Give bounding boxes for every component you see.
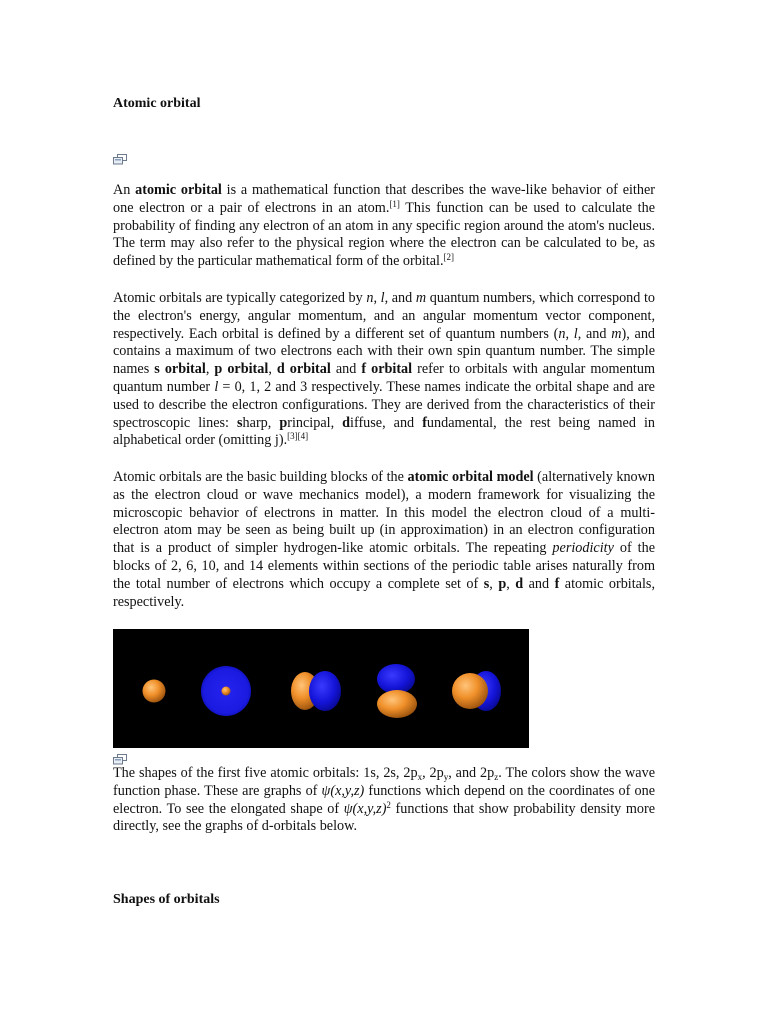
text: , <box>565 325 574 342</box>
text: , <box>506 575 516 592</box>
term-atomic-orbital: atomic orbital <box>135 182 222 198</box>
psi-function: ψ(x,y,z) <box>321 782 365 799</box>
reference-link[interactable]: [1] <box>389 198 400 209</box>
psi-function: ψ(x,y,z) <box>343 800 387 817</box>
subscript-y: y <box>443 772 449 782</box>
reference-link[interactable]: [3][4] <box>287 431 309 442</box>
text: rincipal, <box>287 414 343 431</box>
reference-link[interactable]: [2] <box>443 252 455 263</box>
text: The shapes of the first five atomic orbitals: 1s, 2s, 2p <box>113 765 418 781</box>
text: , <box>373 290 381 306</box>
var-m: m <box>415 290 427 306</box>
orbital-2pz <box>452 671 501 711</box>
text: and <box>523 575 555 592</box>
term-p-orbital: p orbital <box>214 361 269 378</box>
term-periodicity: periodicity <box>552 540 614 557</box>
text: and <box>330 361 362 378</box>
var-l: l <box>573 325 578 342</box>
text: of the blocks of 2, 6, 10, and 14 elements within sections of the periodic table arises naturally from the total number of electrons which occupy a complete set of <box>113 540 656 592</box>
text: Atomic orbitals are typically categorized by <box>113 290 367 306</box>
letter-f: f <box>554 575 560 592</box>
text: , and 2p <box>448 765 495 781</box>
orbital-2py <box>377 664 417 718</box>
term-atomic-orbital-model: atomic orbital model <box>407 469 534 485</box>
text: refer to orbitals with angular momentum quantum number <box>113 361 656 395</box>
text: iffuse, and <box>350 414 423 431</box>
letter-s: s <box>483 575 490 592</box>
letter-d: d <box>342 414 351 431</box>
orbital-2px <box>291 671 341 711</box>
orbital-shapes-graphic <box>113 629 529 748</box>
term-d-orbital: d orbital <box>276 361 331 378</box>
page-title: Atomic orbital <box>113 96 201 111</box>
text: , <box>268 361 277 378</box>
text: , and <box>577 325 612 342</box>
intro-paragraph <box>113 182 655 271</box>
subscript-z: z <box>494 772 499 782</box>
letter-f: f <box>422 414 427 431</box>
text: , <box>489 575 499 592</box>
term-s-orbital: s orbital <box>154 361 206 378</box>
text: , <box>205 361 215 378</box>
var-l: l <box>380 290 385 306</box>
text: atomic orbitals, respectively. <box>113 575 655 610</box>
text: quantum numbers, which correspond to the electron's energy, angular momentum, and an angular momentum vector component, respectively. Each orbital is defined by a different set of quantum numbers ( <box>113 290 656 342</box>
text: harp, <box>242 414 280 431</box>
text: undamental, the rest being named in alphabetical order (omitting j). <box>113 414 655 449</box>
text: , 2p <box>422 765 444 781</box>
orbital-2s <box>201 666 251 716</box>
var-n: n <box>558 325 566 342</box>
text: Atomic orbitals are the basic building blocks of the <box>113 469 408 485</box>
orbital-1s <box>143 680 166 703</box>
expand-image-icon[interactable] <box>113 154 127 165</box>
letter-s: s <box>237 414 243 431</box>
text: ), and contains a maximum of two electrons each with their own spin quantum number. The simple names <box>113 325 656 378</box>
figure-caption <box>113 765 655 836</box>
subscript-x: x <box>417 772 423 782</box>
letter-p: p <box>498 575 507 592</box>
text: , and <box>384 290 416 306</box>
term-f-orbital: f orbital <box>361 361 413 378</box>
letter-p: p <box>279 414 288 431</box>
text: functions which depend on the coordinates of one electron. To see the elongated shape of <box>113 782 655 817</box>
superscript-2: 2 <box>386 799 391 810</box>
text: = 0, 1, 2 and 3 respectively. These names indicate the orbital shape and are used to describe the electron configurations. They are derived from the characteristics of their spectroscopic lines: <box>113 378 655 431</box>
var-n: n <box>366 290 374 306</box>
expand-image-icon[interactable] <box>113 754 127 765</box>
text: is a mathematical function that describes the wave-like behavior of either one electron or a pair of electrons in an atom. <box>113 182 655 216</box>
text: An <box>113 182 136 198</box>
text: . The colors show the wave function phase. These are graphs of <box>113 765 655 799</box>
text: functions that show probability density more directly, see the graphs of d-orbitals below. <box>113 800 655 835</box>
text: (alternatively known as the electron cloud or wave mechanics model), a modern framework for visualizing the microscopic behavior of electrons in matter. In this model the electron cloud of a multi-electron atom may be seen as being built up (in approximation) in an electron configuration that is a product of simpler hydrogen-like atomic orbitals. The repeating <box>113 469 655 557</box>
orbital-shapes-image[interactable] <box>113 629 529 748</box>
var-m: m <box>611 325 622 342</box>
orbital-model-paragraph <box>113 469 655 611</box>
letter-d: d <box>515 575 524 592</box>
section-heading-shapes: Shapes of orbitals <box>113 892 220 907</box>
text: This function can be used to calculate the probability of finding any electron of an atom in any specific region around the atom's nucleus. The term may also refer to the physical region where the electron can be calculated to be, as defined by the particular mathematical form of the orbital. <box>113 199 656 270</box>
quantum-numbers-paragraph <box>113 290 655 450</box>
var-l: l <box>214 378 219 395</box>
